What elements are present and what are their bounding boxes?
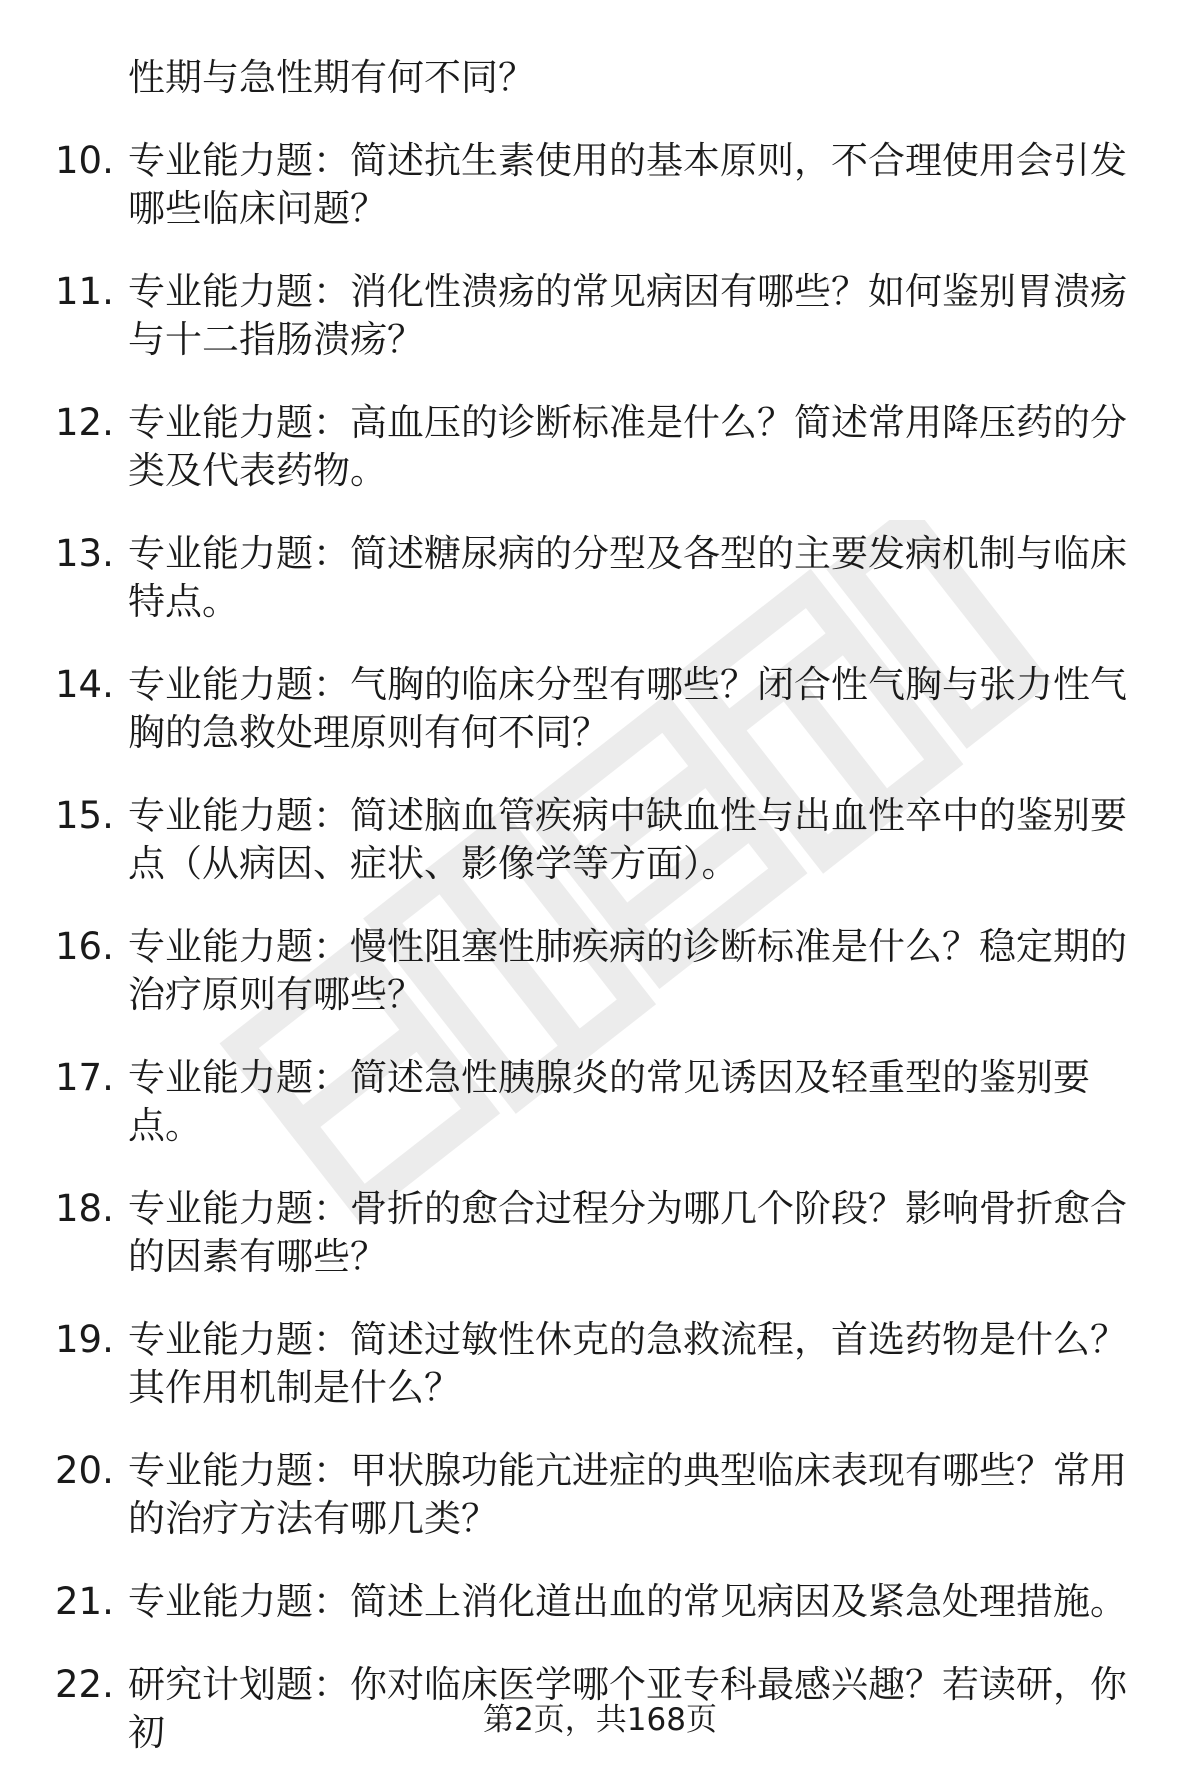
item-text: 专业能力题：消化性溃疡的常见病因有哪些？如何鉴别胃溃疡与十二指肠溃疡？ <box>128 270 1127 361</box>
item-text: 专业能力题：骨折的愈合过程分为哪几个阶段？影响骨折愈合的因素有哪些？ <box>128 1187 1127 1278</box>
item-number: 14. <box>55 663 114 706</box>
list-item <box>0 1054 1200 1150</box>
item-number: 18. <box>55 1187 114 1230</box>
list-item <box>0 399 1200 495</box>
list-item <box>0 530 1200 626</box>
item-text: 专业能力题：甲状腺功能亢进症的典型临床表现有哪些？常用的治疗方法有哪几类？ <box>128 1449 1127 1540</box>
item-number: 16. <box>55 925 114 968</box>
item-number: 21. <box>55 1580 114 1623</box>
item-number: 17. <box>55 1056 114 1099</box>
list-item <box>0 661 1200 757</box>
item-text: 专业能力题：高血压的诊断标准是什么？简述常用降压药的分类及代表药物。 <box>128 401 1127 492</box>
item-number: 11. <box>55 270 114 313</box>
list-item <box>0 923 1200 1019</box>
item-number: 15. <box>55 794 114 837</box>
item-text: 专业能力题：简述上消化道出血的常见病因及紧急处理措施。 <box>128 1580 1127 1623</box>
item-number: 12. <box>55 401 114 444</box>
item-text: 专业能力题：简述脑血管疾病中缺血性与出血性卒中的鉴别要点（从病因、症状、影像学等方面）。 <box>128 794 1127 885</box>
item-text: 专业能力题：简述抗生素使用的基本原则，不合理使用会引发哪些临床问题？ <box>128 139 1127 230</box>
item-number: 13. <box>55 532 114 575</box>
question-list <box>0 54 1200 1792</box>
item-number: 10. <box>55 139 114 182</box>
list-item <box>0 1578 1200 1626</box>
list-item <box>0 268 1200 364</box>
list-item <box>0 1447 1200 1543</box>
item-text: 专业能力题：气胸的临床分型有哪些？闭合性气胸与张力性气胸的急救处理原则有何不同？ <box>128 663 1127 754</box>
page-footer: 第2页，共168页 <box>483 1702 717 1738</box>
list-item <box>0 1316 1200 1412</box>
item-number: 20. <box>55 1449 114 1492</box>
item-number: 22. <box>55 1663 114 1706</box>
list-item <box>0 792 1200 888</box>
item-text: 专业能力题：慢性阻塞性肺疾病的诊断标准是什么？稳定期的治疗原则有哪些？ <box>128 925 1127 1016</box>
item-text: 研究计划题：你对临床医学哪个亚专科最感兴趣？若读研，你初 <box>128 1663 1127 1754</box>
list-item <box>0 137 1200 233</box>
list-item <box>0 1185 1200 1281</box>
item-text: 专业能力题：简述急性胰腺炎的常见诱因及轻重型的鉴别要点。 <box>128 1056 1090 1147</box>
item-text: 专业能力题：简述过敏性休克的急救流程，首选药物是什么？其作用机制是什么？ <box>128 1318 1127 1409</box>
item-number: 19. <box>55 1318 114 1361</box>
item-text: 专业能力题：简述糖尿病的分型及各型的主要发病机制与临床特点。 <box>128 532 1127 623</box>
continuation-text: 性期与急性期有何不同？ <box>128 56 535 99</box>
